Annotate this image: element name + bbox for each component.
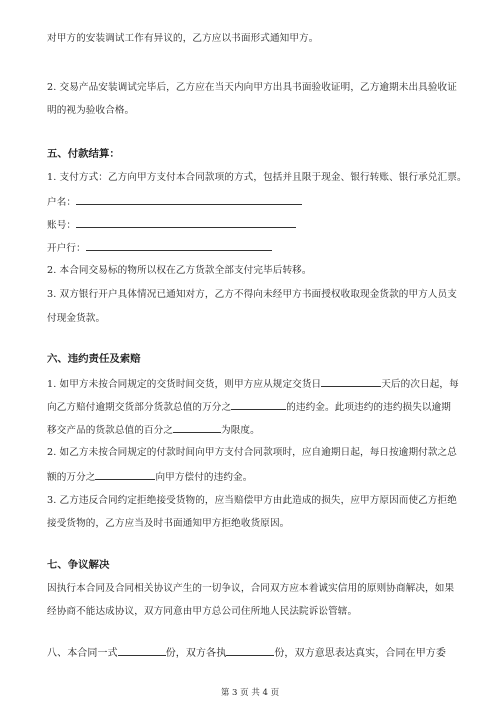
- late-payment-line1: 2. 如乙方未按合同规定的付款时间向甲方支付合同款项时，应自逾期日起，每日按逾期付款之总: [47, 447, 457, 458]
- account-number-field: [47, 217, 477, 233]
- cash-payment-clause-line1: 3. 双方银行开户具体情况已通知对方，乙方不得向未经甲方书面授权收取现金货款的甲方人员支: [47, 289, 457, 300]
- late-delivery-line3: [47, 422, 477, 438]
- dispute-line1: 因执行本合同及合同相关协议产生的一切争议，合同双方应本着诚实信用的原则协商解决，如果: [47, 583, 455, 594]
- account-name-label: 户名：: [47, 197, 77, 208]
- section4-tail-line2: 2. 交易产品安装调试完毕后，乙方应在当天内向甲方出具书面验收证明，乙方逾期未出具验收证: [47, 82, 457, 93]
- late-payment-text-b: 向甲方偿付的违约金。: [155, 472, 253, 483]
- ownership-transfer-clause: 2. 本合同交易标的物所以权在乙方货款全部支付完毕后转移。: [47, 265, 312, 276]
- section6-heading: 六、违约责任及索赔: [47, 353, 141, 365]
- late-payment-line2: [47, 469, 477, 485]
- late-delivery-text-a: 1. 如甲方未按合同规定的交货时间交货，则甲方应从规定交货日: [47, 379, 322, 390]
- late-delivery-rate-blank: [231, 399, 286, 410]
- account-number-blank: [76, 217, 296, 228]
- late-delivery-line2: [47, 399, 477, 415]
- copies-each-blank: [226, 645, 274, 656]
- late-delivery-rate-text-b: 的违约金。此项违约的违约损失以逾期: [286, 402, 451, 413]
- section8-text-b: 份，双方各执: [165, 648, 227, 659]
- refusal-clause-line1: 3. 乙方违反合同约定拒绝接受货物的，应当赔偿甲方由此造成的损失，应甲方原因而使乙方拒绝: [47, 495, 457, 506]
- cash-payment-clause-line2: 付现金货款。: [47, 313, 106, 324]
- section8-line: [47, 645, 477, 661]
- section4-tail-line3: 明的视为验收合格。: [47, 105, 135, 116]
- late-delivery-rate-text-a: 向乙方赔付逾期交货部分货款总值的万分之: [47, 402, 232, 413]
- dispute-line2: 经协商不能达成协议，双方同意由甲方总公司住所地人民法院诉讼管辖。: [47, 606, 358, 617]
- payment-method-clause: 1. 支付方式：乙方向甲方支付本合同款项的方式，包括并且限于现金、银行转账、银行承兑汇票。: [47, 172, 467, 183]
- copies-total-blank: [118, 645, 166, 656]
- bank-blank: [86, 240, 272, 251]
- account-number-label: 账号：: [47, 220, 77, 231]
- account-name-field: [47, 194, 477, 210]
- late-payment-rate-blank: [95, 469, 155, 480]
- account-name-blank: [76, 194, 302, 205]
- late-payment-text-a: 额的万分之: [47, 472, 96, 483]
- late-delivery-text-b: 天后的次日起，每: [381, 379, 459, 390]
- late-delivery-cap-text-b: 为限度。: [221, 425, 260, 436]
- refusal-clause-line2: 接受货物的，乙方应当及时书面通知甲方拒绝收货原因。: [47, 518, 290, 529]
- section8-text-a: 八、本合同一式: [47, 648, 118, 659]
- section4-tail-line1: 对甲方的安装调试工作有异议的，乙方应以书面形式通知甲方。: [47, 33, 319, 44]
- bank-label: 开户行：: [47, 243, 86, 254]
- late-delivery-days-blank: [321, 376, 381, 387]
- page-footer: 第 3 页 共 4 页: [220, 688, 280, 698]
- section7-heading: 七、争议解决: [47, 559, 110, 571]
- section8-text-c: 份，双方意思表达真实，合同在甲方委: [274, 648, 447, 659]
- bank-field: [47, 240, 477, 256]
- late-delivery-cap-text-a: 移交产品的货款总值的百分之: [47, 425, 174, 436]
- section5-heading: 五、付款结算：: [47, 148, 120, 160]
- late-delivery-cap-blank: [173, 422, 221, 433]
- late-delivery-line1: [47, 376, 477, 392]
